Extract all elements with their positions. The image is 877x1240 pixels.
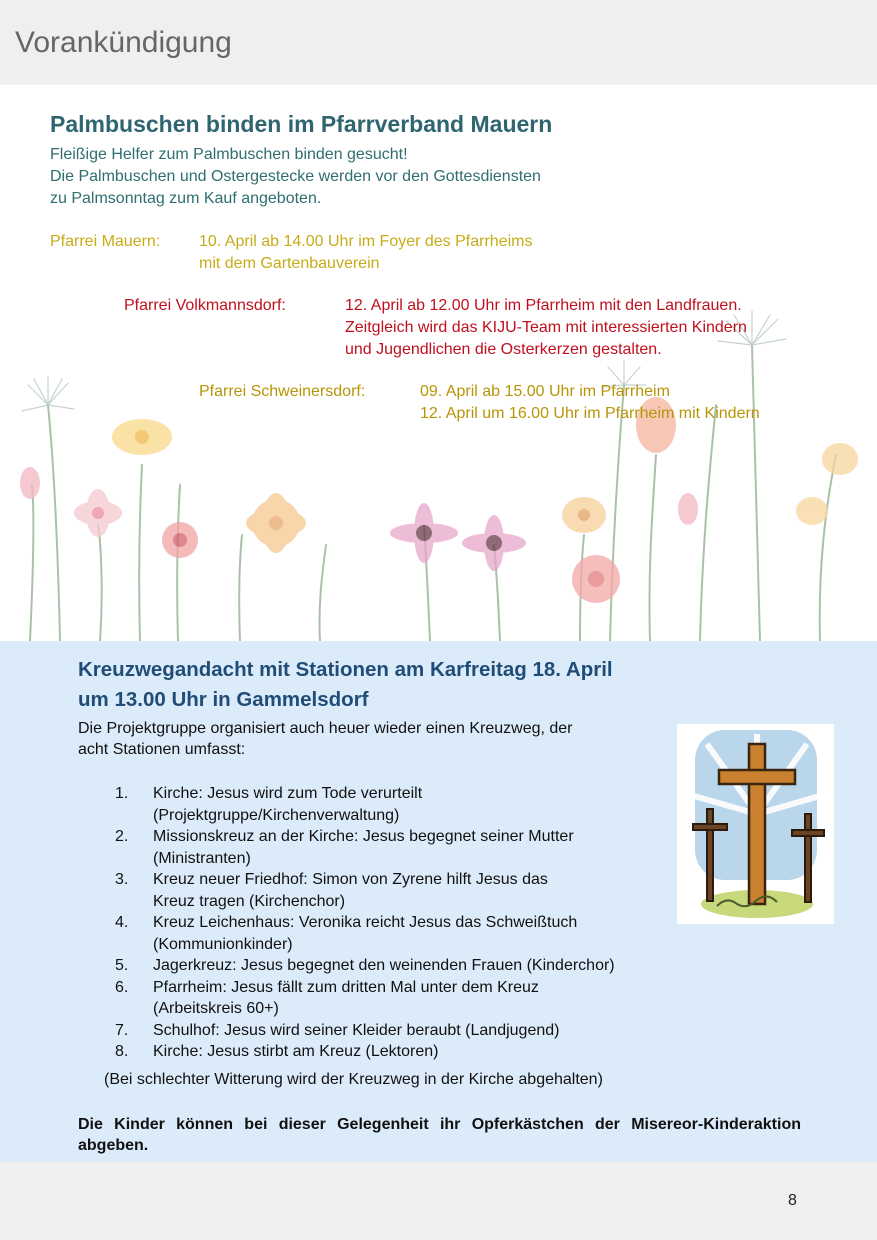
parish-text-schweinersdorf: [420, 381, 760, 425]
list-item: [0, 869, 680, 912]
station-number: 4.: [115, 914, 129, 931]
palmbuschen-intro: [50, 144, 541, 210]
station-text: Schulhof: Jesus wird seiner Kleider beraubt (Landjugend): [153, 1021, 560, 1039]
intro-line: Die Palmbuschen und Ostergestecke werden vor den Gottesdiensten: [50, 168, 541, 185]
kreuzweg-section: [0, 641, 877, 1162]
palmbuschen-section: [0, 85, 877, 641]
station-text: Kreuz tragen (Kirchenchor): [153, 892, 346, 910]
parish-line: 12. April um 16.00 Uhr im Pfarrheim mit Kindern: [420, 405, 760, 422]
kreuzweg-intro: [78, 718, 573, 760]
list-item: [0, 1041, 680, 1063]
list-item: [0, 955, 680, 977]
crosses-icon: [677, 724, 834, 924]
station-number: 6.: [115, 978, 129, 996]
header-title: Vorankündigung: [15, 26, 232, 59]
parish-line: Zeitgleich wird das KIJU-Team mit interessierten Kindern: [345, 319, 747, 336]
intro-line: Fleißige Helfer zum Palmbuschen binden gesucht!: [50, 146, 408, 163]
station-text: Kirche: Jesus wird zum Tode verurteilt: [153, 785, 423, 802]
list-item: [0, 783, 680, 826]
parish-line: mit dem Gartenbauverein: [199, 255, 380, 272]
parish-label-mauern: Pfarrei Mauern:: [50, 233, 161, 250]
palmbuschen-title: Palmbuschen binden im Pfarrverband Mauern: [50, 111, 553, 137]
parish-text-volkmannsdorf: [345, 295, 747, 361]
page-number: 8: [788, 1192, 797, 1209]
crosses-illustration: [677, 724, 834, 924]
parish-text-mauern: [199, 231, 532, 275]
list-item: [0, 912, 680, 955]
station-text: Pfarrheim: Jesus fällt zum dritten Mal unter dem Kreuz: [153, 978, 539, 996]
station-text: Kirche: Jesus stirbt am Kreuz (Lektoren): [153, 1043, 439, 1060]
station-number: 5.: [115, 957, 129, 974]
station-text: (Arbeitskreis 60+): [153, 1000, 279, 1017]
list-item: [0, 1020, 680, 1042]
station-text: (Projektgruppe/Kirchenverwaltung): [153, 806, 400, 824]
station-number: 3.: [115, 871, 129, 888]
parish-label-schweinersdorf: Pfarrei Schweinersdorf:: [199, 383, 366, 400]
list-item: [0, 977, 680, 1020]
intro-line: Die Projektgruppe organisiert auch heuer wieder einen Kreuzweg, der: [78, 720, 573, 737]
weather-note: (Bei schlechter Witterung wird der Kreuzweg in der Kirche abgehalten): [104, 1071, 603, 1088]
parish-label-volkmannsdorf: Pfarrei Volkmannsdorf:: [124, 297, 286, 314]
intro-line: acht Stationen umfasst:: [78, 741, 246, 758]
station-number: 8.: [115, 1043, 129, 1060]
station-list: [0, 783, 680, 1063]
list-item: [0, 826, 680, 869]
station-text: Missionskreuz an der Kirche: Jesus begegnet seiner Mutter: [153, 828, 574, 845]
station-text: (Ministranten): [153, 849, 251, 867]
station-text: Jagerkreuz: Jesus begegnet den weinenden Frauen (Kinderchor): [153, 957, 615, 974]
intro-line: zu Palmsonntag zum Kauf angeboten.: [50, 190, 322, 207]
station-text: (Kommunionkinder): [153, 935, 293, 953]
station-number: 1.: [115, 785, 129, 802]
station-number: 2.: [115, 828, 129, 845]
title-line: um 13.00 Uhr in Gammelsdorf: [78, 688, 369, 711]
parish-line: und Jugendlichen die Osterkerzen gestalten.: [345, 341, 662, 358]
kreuzweg-title: [78, 655, 613, 715]
misereor-note: Die Kinder können bei dieser Gelegenheit ihr Opferkästchen der Misereor-Kinderaktion abgeben.: [78, 1116, 801, 1154]
station-text: Kreuz neuer Friedhof: Simon von Zyrene hilft Jesus das: [153, 871, 548, 888]
page-header: [0, 0, 877, 85]
station-number: 7.: [115, 1021, 129, 1039]
parish-line: 09. April ab 15.00 Uhr im Pfarrheim: [420, 383, 670, 400]
parish-line: 12. April ab 12.00 Uhr im Pfarrheim mit den Landfrauen.: [345, 297, 742, 314]
station-text: Kreuz Leichenhaus: Veronika reicht Jesus das Schweißtuch: [153, 914, 578, 931]
parish-line: 10. April ab 14.00 Uhr im Foyer des Pfarrheims: [199, 233, 533, 250]
title-line: Kreuzwegandacht mit Stationen am Karfreitag 18. April: [78, 658, 613, 681]
